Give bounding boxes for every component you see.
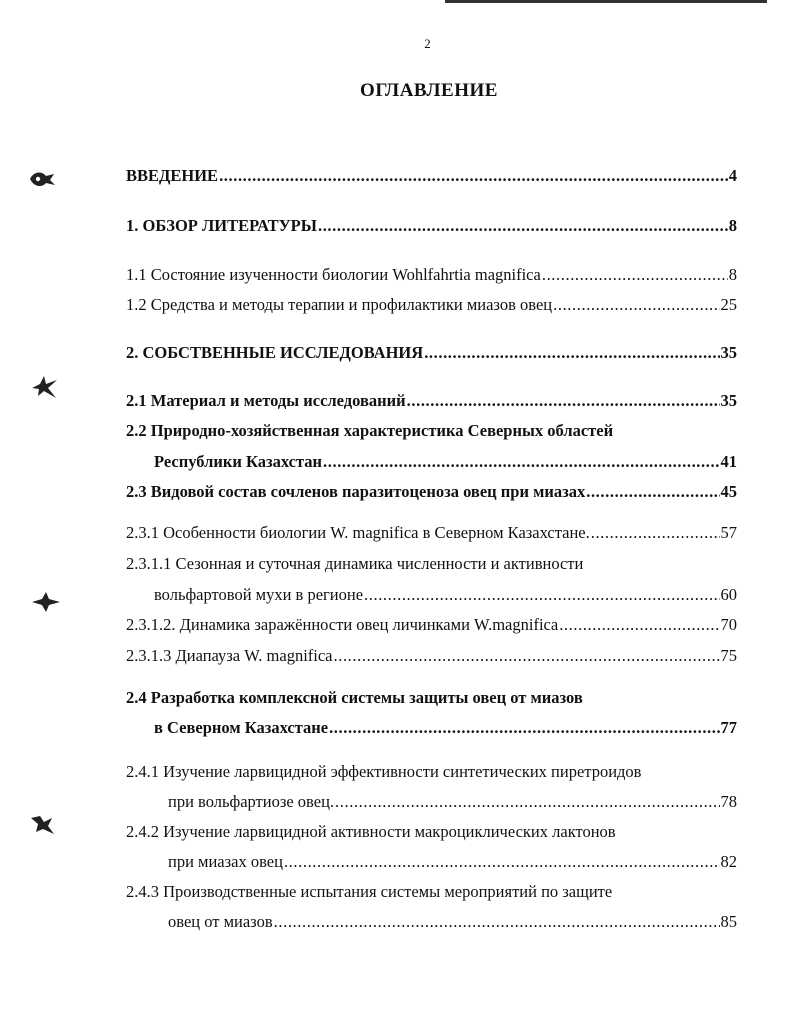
toc-page: 78 xyxy=(720,792,737,811)
toc-page: 70 xyxy=(720,615,737,634)
toc-leader xyxy=(591,523,720,543)
toc-leader xyxy=(334,646,720,666)
toc-entry-2-1[interactable] xyxy=(126,391,737,411)
toc-entry-2-4[interactable] xyxy=(154,718,737,738)
toc-page: 75 xyxy=(720,646,737,665)
binding-hole-mark-icon xyxy=(30,590,62,614)
toc-label: 1. ОБЗОР ЛИТЕРАТУРЫ xyxy=(126,216,317,235)
toc-label: 2.3.1.2. Динамика заражённости овец личинками W.magnifica xyxy=(126,615,559,634)
toc-label: овец от миазов xyxy=(168,912,273,931)
toc-page: 35 xyxy=(720,391,737,410)
toc-leader xyxy=(335,792,719,812)
toc-entry-2-4-3-line1[interactable]: 2.4.3 Производственные испытания системы мероприятий по защите xyxy=(126,882,613,901)
toc-leader xyxy=(274,912,720,932)
binding-hole-mark-icon xyxy=(28,810,58,836)
toc-page: 77 xyxy=(720,718,737,737)
toc-entry-2-3-1-1-line1[interactable]: 2.3.1.1 Сезонная и суточная динамика численности и активности xyxy=(126,554,584,573)
toc-entry-2-3[interactable] xyxy=(126,482,737,502)
toc-label: Республики Казахстан xyxy=(154,452,323,471)
toc-entry-intro[interactable] xyxy=(126,166,737,186)
toc-leader xyxy=(586,482,719,502)
toc-entry-2-4-2-line1[interactable]: 2.4.2 Изучение ларвицидной активности макроциклических лактонов xyxy=(126,822,616,841)
page-title: ОГЛАВЛЕНИЕ xyxy=(360,80,498,101)
toc-label: ВВЕДЕНИЕ xyxy=(126,166,219,185)
toc-page: 41 xyxy=(720,452,737,471)
toc-page: 82 xyxy=(720,852,737,871)
toc-leader xyxy=(407,391,720,411)
toc-page: 8 xyxy=(728,216,737,235)
toc-label: при миазах овец xyxy=(168,852,283,871)
toc-page: 25 xyxy=(720,295,737,314)
toc-page: 60 xyxy=(720,585,737,604)
toc-leader xyxy=(284,852,720,872)
toc-entry-2-3-1-1[interactable] xyxy=(154,585,737,605)
toc-leader xyxy=(542,265,728,285)
toc-label: в Северном Казахстане xyxy=(154,718,329,737)
binding-hole-mark-icon xyxy=(30,374,60,400)
toc-label: 2.3.1 Особенности биологии W. magnifica в Северном Казахстане. xyxy=(126,523,590,542)
toc-entry-2-4-3[interactable] xyxy=(168,912,737,932)
toc-label: при вольфартиозе овец. xyxy=(168,792,335,811)
toc-label: 2.3.1.3 Диапауза W. magnifica xyxy=(126,646,333,665)
toc-entry-2-3-1-2[interactable] xyxy=(126,615,737,635)
toc-page: 85 xyxy=(720,912,737,931)
toc-entry-2-3-1[interactable] xyxy=(126,523,737,543)
toc-entry-1-2[interactable] xyxy=(126,295,737,315)
toc-page: 45 xyxy=(720,482,737,501)
toc-leader xyxy=(219,166,728,186)
toc-entry-2-2-line1[interactable]: 2.2 Природно-хозяйственная характеристика Северных областей xyxy=(126,421,614,440)
toc-page: 8 xyxy=(728,265,737,284)
toc-label: вольфартовой мухи в регионе xyxy=(154,585,364,604)
toc-entry-section-1[interactable] xyxy=(126,216,737,236)
toc-entry-2-4-2[interactable] xyxy=(168,852,737,872)
toc-page: 57 xyxy=(720,523,737,542)
top-border-line xyxy=(445,0,767,3)
toc-label: 2. СОБСТВЕННЫЕ ИССЛЕДОВАНИЯ xyxy=(126,343,424,362)
toc-leader xyxy=(364,585,719,605)
toc-leader xyxy=(318,216,728,236)
toc-entry-2-4-1-line1[interactable]: 2.4.1 Изучение ларвицидной эффективности синтетических пиретроидов xyxy=(126,762,642,781)
toc-label: 2.1 Материал и методы исследований xyxy=(126,391,406,410)
binding-hole-mark-icon xyxy=(28,168,58,190)
toc-leader xyxy=(424,343,719,363)
page-number: 2 xyxy=(424,36,431,51)
toc-label: 1.1 Состояние изученности биологии Wohlfahrtia magnifica xyxy=(126,265,541,284)
toc-leader xyxy=(329,718,719,738)
toc-entry-2-2[interactable] xyxy=(154,452,737,472)
toc-page: 35 xyxy=(720,343,737,362)
toc-entry-1-1[interactable] xyxy=(126,265,737,285)
toc-page: 4 xyxy=(728,166,737,185)
toc-leader xyxy=(553,295,719,315)
toc-entry-2-3-1-3[interactable] xyxy=(126,646,737,666)
toc-label: 1.2 Средства и методы терапии и профилактики миазов овец xyxy=(126,295,553,314)
toc-label: 2.3 Видовой состав сочленов паразитоценоза овец при миазах xyxy=(126,482,586,501)
toc-leader xyxy=(323,452,719,472)
toc-entry-section-2[interactable] xyxy=(126,343,737,363)
toc-entry-2-4-1[interactable] xyxy=(168,792,737,812)
toc-leader xyxy=(559,615,719,635)
toc-entry-2-4-line1[interactable]: 2.4 Разработка комплексной системы защиты овец от миазов xyxy=(126,688,583,707)
